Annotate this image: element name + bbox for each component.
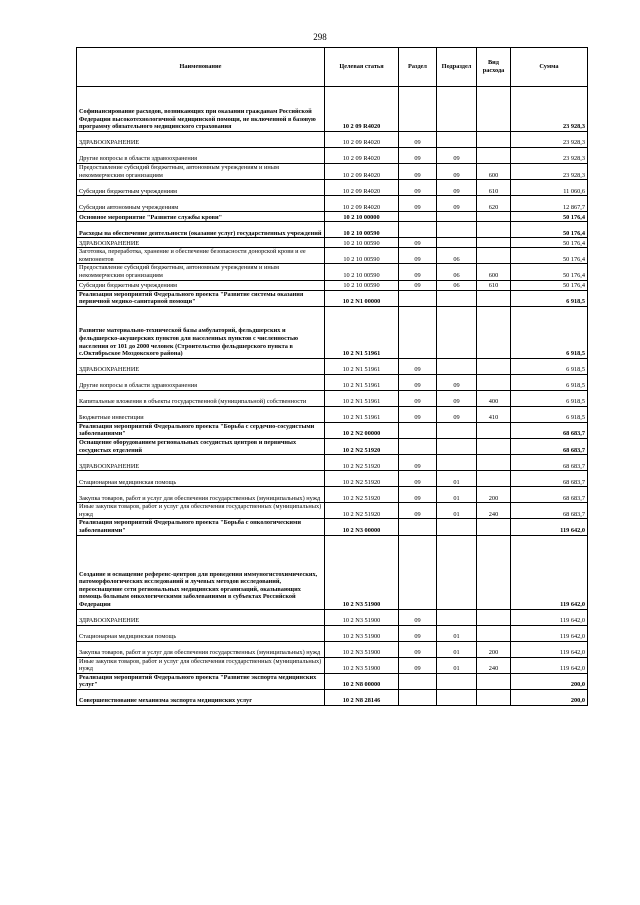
row-article: 10 2 10 00000 bbox=[325, 212, 399, 222]
row-section bbox=[399, 438, 437, 454]
row-section: 09 bbox=[399, 358, 437, 374]
row-section bbox=[399, 290, 437, 306]
row-section bbox=[399, 673, 437, 689]
row-section: 09 bbox=[399, 657, 437, 673]
table-row bbox=[77, 422, 588, 438]
row-sum: 200,0 bbox=[511, 673, 588, 689]
row-sum: 119 642,0 bbox=[511, 625, 588, 641]
row-article: 10 2 N8 28146 bbox=[325, 689, 399, 705]
row-subsection bbox=[437, 358, 477, 374]
row-section: 09 bbox=[399, 248, 437, 264]
row-name: Предоставление субсидий бюджетным, автономным учреждениям и иным некоммерческим организациям bbox=[77, 264, 325, 280]
table-row bbox=[77, 471, 588, 487]
row-section: 09 bbox=[399, 390, 437, 406]
row-name: Другие вопросы в области здравоохранения bbox=[77, 148, 325, 164]
row-name: ЗДРАВООХРАНЕНИЕ bbox=[77, 238, 325, 248]
row-article: 10 2 09 R4020 bbox=[325, 87, 399, 132]
row-section: 09 bbox=[399, 503, 437, 519]
row-expense-type: 610 bbox=[477, 180, 511, 196]
table-row bbox=[77, 248, 588, 264]
row-subsection bbox=[437, 87, 477, 132]
row-subsection: 06 bbox=[437, 280, 477, 290]
table-row bbox=[77, 406, 588, 422]
row-name: ЗДРАВООХРАНЕНИЕ bbox=[77, 132, 325, 148]
row-sum: 119 642,0 bbox=[511, 519, 588, 535]
row-expense-type bbox=[477, 673, 511, 689]
row-section: 09 bbox=[399, 625, 437, 641]
row-expense-type: 600 bbox=[477, 164, 511, 180]
row-subsection bbox=[437, 519, 477, 535]
table-row bbox=[77, 358, 588, 374]
row-subsection bbox=[437, 212, 477, 222]
table-row bbox=[77, 438, 588, 454]
row-article: 10 2 09 R4020 bbox=[325, 132, 399, 148]
table-header-row bbox=[77, 48, 588, 87]
row-expense-type bbox=[477, 248, 511, 264]
row-sum: 12 867,7 bbox=[511, 196, 588, 212]
row-sum: 68 683,7 bbox=[511, 503, 588, 519]
table-row bbox=[77, 625, 588, 641]
row-article: 10 2 N2 00000 bbox=[325, 422, 399, 438]
row-subsection bbox=[437, 673, 477, 689]
row-subsection: 01 bbox=[437, 641, 477, 657]
table-row bbox=[77, 519, 588, 535]
row-section: 09 bbox=[399, 471, 437, 487]
row-article: 10 2 10 00590 bbox=[325, 280, 399, 290]
row-article: 10 2 10 00590 bbox=[325, 264, 399, 280]
header-expense-type: Вид расхода bbox=[477, 48, 511, 87]
row-subsection bbox=[437, 689, 477, 705]
table-row bbox=[77, 132, 588, 148]
row-sum: 50 176,4 bbox=[511, 222, 588, 238]
row-subsection bbox=[437, 290, 477, 306]
row-section bbox=[399, 212, 437, 222]
page-number: 298 bbox=[313, 32, 327, 42]
row-name: Закупка товаров, работ и услуг для обеспечения государственных (муниципальных) нужд bbox=[77, 641, 325, 657]
row-subsection bbox=[437, 306, 477, 358]
row-section bbox=[399, 519, 437, 535]
row-sum: 6 918,5 bbox=[511, 406, 588, 422]
row-subsection bbox=[437, 222, 477, 238]
row-article: 10 2 N3 51900 bbox=[325, 641, 399, 657]
row-article: 10 2 N2 51920 bbox=[325, 503, 399, 519]
header-article: Целевая статья bbox=[325, 48, 399, 87]
row-article: 10 2 N1 51961 bbox=[325, 390, 399, 406]
row-sum: 50 176,4 bbox=[511, 212, 588, 222]
row-article: 10 2 N2 51920 bbox=[325, 438, 399, 454]
row-subsection bbox=[437, 455, 477, 471]
row-section: 09 bbox=[399, 238, 437, 248]
row-section: 09 bbox=[399, 264, 437, 280]
row-name: ЗДРАВООХРАНЕНИЕ bbox=[77, 358, 325, 374]
row-expense-type: 610 bbox=[477, 280, 511, 290]
row-sum: 23 928,3 bbox=[511, 132, 588, 148]
row-sum: 6 918,5 bbox=[511, 390, 588, 406]
row-section: 09 bbox=[399, 180, 437, 196]
table-row bbox=[77, 280, 588, 290]
row-sum: 23 928,3 bbox=[511, 148, 588, 164]
row-section: 09 bbox=[399, 455, 437, 471]
table-row bbox=[77, 180, 588, 196]
row-name: Другие вопросы в области здравоохранения bbox=[77, 374, 325, 390]
row-expense-type bbox=[477, 306, 511, 358]
row-sum: 119 642,0 bbox=[511, 535, 588, 609]
row-name: Реализация мероприятий Федерального проекта "Развитие системы оказания первичной медико-санитарной помощи" bbox=[77, 290, 325, 306]
row-expense-type bbox=[477, 438, 511, 454]
row-name: Основное мероприятие "Развитие службы крови" bbox=[77, 212, 325, 222]
row-expense-type bbox=[477, 471, 511, 487]
row-expense-type: 600 bbox=[477, 264, 511, 280]
table-row bbox=[77, 374, 588, 390]
row-subsection bbox=[437, 132, 477, 148]
row-name: Заготовка, переработка, хранение и обеспечение безопасности донорской крови и ее компонентов bbox=[77, 248, 325, 264]
row-article: 10 2 09 R4020 bbox=[325, 148, 399, 164]
row-name: Закупка товаров, работ и услуг для обеспечения государственных (муниципальных) нужд bbox=[77, 487, 325, 503]
row-section: 09 bbox=[399, 132, 437, 148]
row-sum: 119 642,0 bbox=[511, 641, 588, 657]
table-row bbox=[77, 264, 588, 280]
row-name: Реализация мероприятий Федерального проекта "Борьба с сердечно-сосудистыми заболеваниями" bbox=[77, 422, 325, 438]
table-row bbox=[77, 196, 588, 212]
row-sum: 6 918,5 bbox=[511, 358, 588, 374]
row-article: 10 2 N2 51920 bbox=[325, 487, 399, 503]
row-section: 09 bbox=[399, 164, 437, 180]
row-expense-type: 240 bbox=[477, 503, 511, 519]
row-name: Бюджетные инвестиции bbox=[77, 406, 325, 422]
row-name: Предоставление субсидий бюджетным, автономным учреждениям и иным некоммерческим организациям bbox=[77, 164, 325, 180]
row-expense-type bbox=[477, 609, 511, 625]
row-sum: 50 176,4 bbox=[511, 248, 588, 264]
row-subsection: 09 bbox=[437, 406, 477, 422]
row-subsection: 06 bbox=[437, 264, 477, 280]
table-row bbox=[77, 212, 588, 222]
row-expense-type bbox=[477, 625, 511, 641]
table-row bbox=[77, 673, 588, 689]
table-row bbox=[77, 641, 588, 657]
row-subsection: 09 bbox=[437, 180, 477, 196]
table-row bbox=[77, 222, 588, 238]
row-name: Иные закупки товаров, работ и услуг для обеспечения государственных (муниципальных) нужд bbox=[77, 503, 325, 519]
row-subsection: 09 bbox=[437, 390, 477, 406]
table-row bbox=[77, 609, 588, 625]
row-expense-type bbox=[477, 689, 511, 705]
row-name: Субсидии бюджетным учреждениям bbox=[77, 280, 325, 290]
row-section bbox=[399, 689, 437, 705]
row-article: 10 2 10 00590 bbox=[325, 248, 399, 264]
row-article: 10 2 N2 51920 bbox=[325, 471, 399, 487]
table-row bbox=[77, 290, 588, 306]
row-expense-type bbox=[477, 358, 511, 374]
row-section: 09 bbox=[399, 374, 437, 390]
row-subsection: 01 bbox=[437, 471, 477, 487]
row-name: Стационарная медицинская помощь bbox=[77, 471, 325, 487]
row-name: Софинансирование расходов, возникающих при оказании гражданам Российской Федерации высокотехнологичной медицинской помощи, не включенной в базовую программу обязательного медицинского страхования bbox=[77, 87, 325, 132]
row-expense-type: 200 bbox=[477, 487, 511, 503]
row-subsection: 09 bbox=[437, 164, 477, 180]
row-sum: 68 683,7 bbox=[511, 422, 588, 438]
table-row bbox=[77, 390, 588, 406]
row-article: 10 2 N3 51900 bbox=[325, 535, 399, 609]
table-row bbox=[77, 306, 588, 358]
row-section bbox=[399, 535, 437, 609]
row-article: 10 2 09 R4020 bbox=[325, 180, 399, 196]
row-name: Развитие материально-технической базы амбулаторий, фельдшерских и фельдшерско-акушерских пунктов для населенных пунктов с численностью населения от 101 до 2000 человек (Строительство фельдшерского пункта в с.Октябрьское Моздокского района) bbox=[77, 306, 325, 358]
table-row bbox=[77, 455, 588, 471]
row-expense-type bbox=[477, 455, 511, 471]
row-sum: 23 928,3 bbox=[511, 164, 588, 180]
table-row bbox=[77, 535, 588, 609]
row-section bbox=[399, 306, 437, 358]
row-expense-type: 240 bbox=[477, 657, 511, 673]
row-section bbox=[399, 87, 437, 132]
row-subsection: 09 bbox=[437, 196, 477, 212]
row-expense-type bbox=[477, 422, 511, 438]
row-subsection: 01 bbox=[437, 625, 477, 641]
row-name: Капитальные вложения в объекты государственной (муниципальной) собственности bbox=[77, 390, 325, 406]
table-row bbox=[77, 503, 588, 519]
row-sum: 6 918,5 bbox=[511, 290, 588, 306]
table-row bbox=[77, 87, 588, 132]
table-row bbox=[77, 689, 588, 705]
row-article: 10 2 09 R4020 bbox=[325, 196, 399, 212]
row-name: Оснащение оборудованием региональных сосудистых центров и первичных сосудистых отделений bbox=[77, 438, 325, 454]
row-section: 09 bbox=[399, 280, 437, 290]
row-article: 10 2 N3 51900 bbox=[325, 657, 399, 673]
row-expense-type bbox=[477, 212, 511, 222]
row-expense-type: 410 bbox=[477, 406, 511, 422]
row-expense-type bbox=[477, 87, 511, 132]
row-sum: 119 642,0 bbox=[511, 657, 588, 673]
row-name: Расходы на обеспечение деятельности (оказание услуг) государственных учреждений bbox=[77, 222, 325, 238]
row-subsection bbox=[437, 422, 477, 438]
row-expense-type bbox=[477, 238, 511, 248]
row-expense-type: 620 bbox=[477, 196, 511, 212]
row-name: Создание и оснащение референс-центров для проведения иммуногистохимических, патоморфологических исследований и лучевых методов исследований, переоснащение сети региональных медицинских организаций, оказывающих помощь больным онкологическими заболеваниями в субъектах Российской Федерации bbox=[77, 535, 325, 609]
row-expense-type bbox=[477, 290, 511, 306]
row-name: Совершенствование механизма экспорта медицинских услуг bbox=[77, 689, 325, 705]
row-subsection: 09 bbox=[437, 148, 477, 164]
row-subsection bbox=[437, 438, 477, 454]
row-sum: 68 683,7 bbox=[511, 471, 588, 487]
row-article: 10 2 N3 51900 bbox=[325, 625, 399, 641]
row-article: 10 2 N1 51961 bbox=[325, 374, 399, 390]
row-sum: 68 683,7 bbox=[511, 438, 588, 454]
row-article: 10 2 N3 51900 bbox=[325, 609, 399, 625]
table-row bbox=[77, 164, 588, 180]
row-sum: 6 918,5 bbox=[511, 374, 588, 390]
row-section: 09 bbox=[399, 641, 437, 657]
row-article: 10 2 N8 00000 bbox=[325, 673, 399, 689]
row-sum: 200,0 bbox=[511, 689, 588, 705]
table-body bbox=[77, 87, 588, 706]
row-section: 09 bbox=[399, 487, 437, 503]
row-sum: 50 176,4 bbox=[511, 264, 588, 280]
row-expense-type bbox=[477, 222, 511, 238]
row-subsection: 06 bbox=[437, 248, 477, 264]
header-sum: Сумма bbox=[511, 48, 588, 87]
row-expense-type bbox=[477, 374, 511, 390]
header-section: Раздел bbox=[399, 48, 437, 87]
row-article: 10 2 N2 51920 bbox=[325, 455, 399, 471]
row-section: 09 bbox=[399, 196, 437, 212]
row-expense-type: 400 bbox=[477, 390, 511, 406]
row-subsection: 01 bbox=[437, 657, 477, 673]
budget-table bbox=[76, 47, 588, 706]
row-section: 09 bbox=[399, 609, 437, 625]
row-expense-type bbox=[477, 132, 511, 148]
row-expense-type bbox=[477, 519, 511, 535]
row-subsection: 01 bbox=[437, 487, 477, 503]
header-subsection: Подраздел bbox=[437, 48, 477, 87]
row-article: 10 2 10 00590 bbox=[325, 222, 399, 238]
row-subsection: 09 bbox=[437, 374, 477, 390]
row-expense-type: 200 bbox=[477, 641, 511, 657]
row-name: Субсидии бюджетным учреждениям bbox=[77, 180, 325, 196]
row-subsection: 01 bbox=[437, 503, 477, 519]
row-name: Реализация мероприятий Федерального проекта "Развитие экспорта медицинских услуг" bbox=[77, 673, 325, 689]
row-sum: 50 176,4 bbox=[511, 238, 588, 248]
row-section: 09 bbox=[399, 148, 437, 164]
row-name: Иные закупки товаров, работ и услуг для обеспечения государственных (муниципальных) нужд bbox=[77, 657, 325, 673]
table-row bbox=[77, 487, 588, 503]
row-article: 10 2 N1 51961 bbox=[325, 358, 399, 374]
row-expense-type bbox=[477, 148, 511, 164]
row-article: 10 2 N1 00000 bbox=[325, 290, 399, 306]
row-expense-type bbox=[477, 535, 511, 609]
row-article: 10 2 N3 00000 bbox=[325, 519, 399, 535]
row-article: 10 2 N1 51961 bbox=[325, 406, 399, 422]
table-row bbox=[77, 148, 588, 164]
row-article: 10 2 N1 51961 bbox=[325, 306, 399, 358]
row-name: Реализация мероприятий Федерального проекта "Борьба с онкологическими заболеваниями" bbox=[77, 519, 325, 535]
row-sum: 119 642,0 bbox=[511, 609, 588, 625]
row-section: 09 bbox=[399, 406, 437, 422]
row-article: 10 2 09 R4020 bbox=[325, 164, 399, 180]
row-name: ЗДРАВООХРАНЕНИЕ bbox=[77, 455, 325, 471]
row-sum: 68 683,7 bbox=[511, 455, 588, 471]
row-sum: 68 683,7 bbox=[511, 487, 588, 503]
row-subsection bbox=[437, 238, 477, 248]
row-sum: 11 060,6 bbox=[511, 180, 588, 196]
row-subsection bbox=[437, 535, 477, 609]
row-subsection bbox=[437, 609, 477, 625]
row-section bbox=[399, 422, 437, 438]
header-name: Наименование bbox=[77, 48, 325, 87]
table-row bbox=[77, 238, 588, 248]
row-name: Субсидии автономным учреждениям bbox=[77, 196, 325, 212]
row-name: ЗДРАВООХРАНЕНИЕ bbox=[77, 609, 325, 625]
table-row bbox=[77, 657, 588, 673]
row-section bbox=[399, 222, 437, 238]
row-article: 10 2 10 00590 bbox=[325, 238, 399, 248]
row-sum: 6 918,5 bbox=[511, 306, 588, 358]
row-name: Стационарная медицинская помощь bbox=[77, 625, 325, 641]
row-sum: 23 928,3 bbox=[511, 87, 588, 132]
row-sum: 50 176,4 bbox=[511, 280, 588, 290]
